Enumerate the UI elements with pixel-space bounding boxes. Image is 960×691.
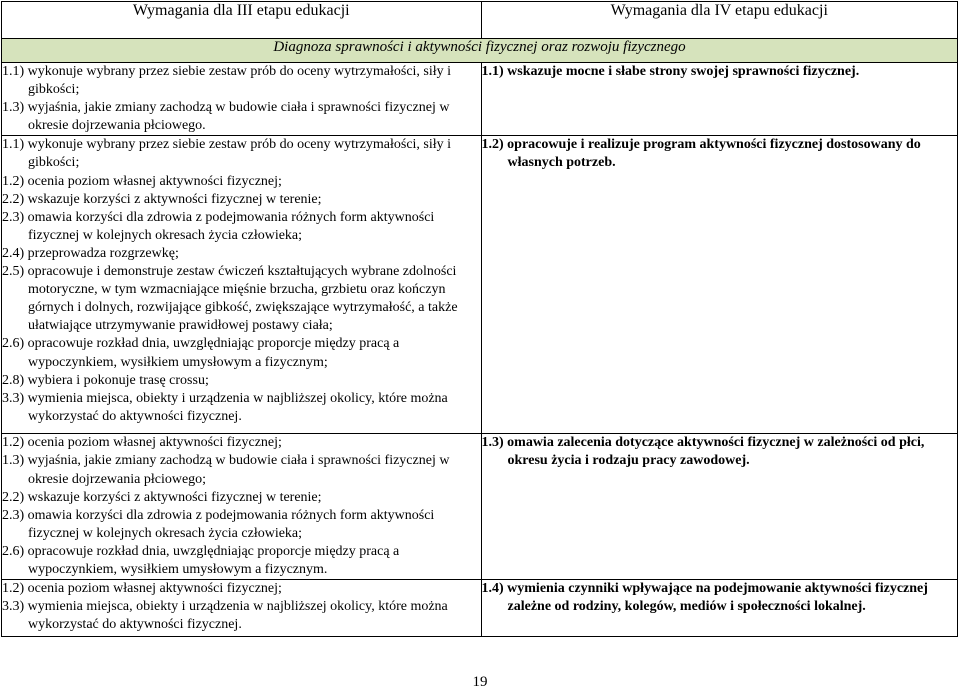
list-item: 1.1) wykonuje wybrany przez siebie zestaw prób do oceny wytrzymałości, siły i gibkości;: [2, 64, 452, 98]
section-band-title: Diagnoza sprawności i aktywności fizycznej oraz rozwoju fizycznego: [2, 39, 958, 63]
list-item: 2.2) wskazuje korzyści z aktywności fizycznej w terenie;: [2, 191, 322, 207]
header-row: [2, 2, 958, 39]
left-requirements-cell: [2, 63, 482, 136]
list-item: 1.3) wyjaśnia, jakie zmiany zachodzą w budowie ciała i sprawności fizycznej w okresie dojrzewania płciowego;: [2, 453, 450, 487]
list-item: 1.2) ocenia poziom własnej aktywności fizycznej;: [2, 581, 282, 597]
list-item: 1.3) wyjaśnia, jakie zmiany zachodzą w budowie ciała i sprawności fizycznej w okresie dojrzewania płciowego.: [2, 100, 450, 134]
list-item: 1.2) opracowuje i realizuje program aktywności fizycznej dostosowany do własnych potrzeb.: [481, 137, 921, 171]
table-row: [2, 63, 958, 136]
list-item: 2.8) wybiera i pokonuje trasę crossu;: [2, 372, 209, 388]
table-row: [2, 580, 958, 637]
left-requirements-cell: [2, 136, 482, 434]
list-item: 1.3) omawia zalecenia dotyczące aktywności fizycznej w zależności od płci, okresu życia i rodzaju pracy zawodowej.: [481, 435, 925, 469]
section-band-row: [2, 39, 958, 63]
list-item: 1.2) ocenia poziom własnej aktywności fizycznej;: [2, 173, 282, 189]
list-item: 1.2) ocenia poziom własnej aktywności fizycznej;: [2, 435, 282, 451]
list-item: 2.3) omawia korzyści dla zdrowia z podejmowania różnych form aktywności fizycznej w kolejnych okresach życia człowieka;: [2, 209, 435, 243]
curriculum-table: [1, 1, 958, 637]
left-requirements-cell: [2, 434, 482, 580]
page-number: 19: [472, 674, 488, 690]
right-requirements-cell: [481, 63, 958, 136]
left-requirements-cell: [2, 580, 482, 637]
list-item: 1.4) wymienia czynniki wpływające na podejmowanie aktywności fizycznej zależne od rodziny, kolegów, mediów i społeczności lokalnej.: [481, 581, 928, 615]
list-item: 2.6) opracowuje rozkład dnia, uwzględniając proporcje między pracą a wypoczynkiem, wysiłkiem umysłowym a fizycznym;: [2, 336, 400, 370]
header-left: Wymagania dla III etapu edukacji: [2, 2, 482, 39]
list-item: 2.3) omawia korzyści dla zdrowia z podejmowania różnych form aktywności fizycznej w kolejnych okresach życia człowieka;: [2, 507, 435, 541]
header-right: Wymagania dla IV etapu edukacji: [481, 2, 958, 39]
list-item: 2.5) opracowuje i demonstruje zestaw ćwiczeń kształtujących wybrane zdolności motoryczne, w tym wzmacniające mięśnie brzucha, grzbietu oraz kończyn górnych i dolnych, rozwijające gibkość, zwiększające wytrzymałość, a także ułatwiające utrzymywanie prawidłowej postawy ciała;: [2, 264, 458, 334]
list-item: 2.4) przeprowadza rozgrzewkę;: [2, 245, 179, 261]
list-item: 3.3) wymienia miejsca, obiekty i urządzenia w najbliższej okolicy, które można wykorzystać do aktywności fizycznej.: [2, 390, 448, 424]
list-item: 1.1) wykonuje wybrany przez siebie zestaw prób do oceny wytrzymałości, siły i gibkości;: [2, 137, 452, 171]
table-row: [2, 136, 958, 434]
list-item: 1.1) wskazuje mocne i słabe strony swojej sprawności fizycznej.: [481, 64, 860, 79]
list-item: 2.2) wskazuje korzyści z aktywności fizycznej w terenie;: [2, 489, 322, 505]
right-requirements-cell: [481, 434, 958, 580]
list-item: 3.3) wymienia miejsca, obiekty i urządzenia w najbliższej okolicy, które można wykorzystać do aktywności fizycznej.: [2, 599, 448, 633]
table-row: [2, 434, 958, 580]
list-item: 2.6) opracowuje rozkład dnia, uwzględniając proporcje między pracą a wypoczynkiem, wysiłkiem umysłowym a fizycznym.: [2, 543, 400, 578]
right-requirements-cell: [481, 136, 958, 434]
right-requirements-cell: [481, 580, 958, 637]
